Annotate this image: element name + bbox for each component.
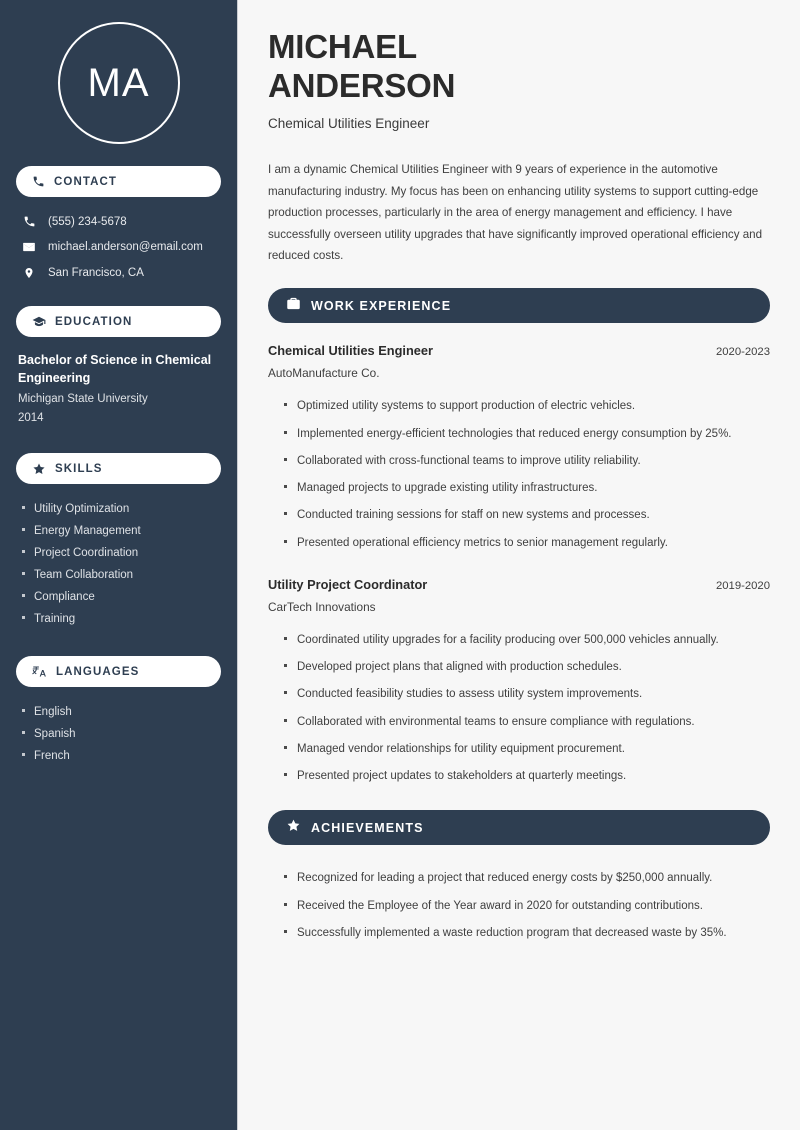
achievements-heading-label: ACHIEVEMENTS [311,820,424,835]
list-item [284,502,770,529]
star-icon [32,462,46,476]
bullet-text: Presented operational efficiency metrics to senior management regularly. [297,536,668,549]
bullet-icon [284,903,287,906]
experience-dates: 2020-2023 [715,346,770,359]
education-school: Michigan State University [18,393,148,406]
experience-role: Chemical Utilities Engineer [268,343,433,359]
first-name: MICHAEL [268,28,417,65]
bullet-icon [284,403,287,406]
professional-summary: I am a dynamic Chemical Utilities Engineer with 9 years of experience in the automotive manufacturing industry. My focus has been on enhancing utility systems to support cutting-edge production processes, particularly in the area of energy management and efficiency. I have successfully overseen utility upgrades that have significantly improved operational efficiency and reduced costs. [268,163,763,262]
star-icon [286,818,301,838]
bullet-text: Conducted training sessions for staff on new systems and processes. [297,509,650,522]
education-entry [16,351,221,427]
avatar [16,0,221,166]
graduation-cap-icon [32,315,46,329]
list-item [284,627,770,654]
list-item [284,448,770,475]
job-title: Chemical Utilities Engineer [268,116,430,132]
sidebar [0,0,238,1130]
contact-phone[interactable] [16,211,221,232]
phone-icon [32,175,45,188]
contact-email[interactable] [16,236,221,258]
list-item [284,920,770,947]
skills-heading-label: SKILLS [55,462,103,475]
main-content [238,0,800,1130]
list-item [284,654,770,681]
briefcase-icon [286,296,301,316]
list-item [284,865,770,892]
bullet-text: Implemented energy-efficient technologies that reduced energy consumption by 25%. [297,427,732,440]
list-item [284,709,770,736]
list-item [22,745,221,767]
experience-entry [268,343,770,557]
bullet-icon [22,572,25,575]
list-item [22,542,221,564]
envelope-icon [21,240,37,254]
bullet-text: Optimized utility systems to support production of electric vehicles. [297,400,636,413]
section-heading-work-experience [268,288,770,323]
list-item [22,701,221,723]
experience-header [268,577,770,592]
list-item [284,530,770,557]
translate-icon [32,665,47,678]
bullet-icon [284,930,287,933]
experience-entry [268,577,770,791]
list-item [284,681,770,708]
bullet-text: Conducted feasibility studies to assess utility system improvements. [297,688,643,701]
bullet-icon [284,431,287,434]
language-label: French [34,750,70,763]
bullet-icon [284,540,287,543]
bullet-icon [284,875,287,878]
section-heading-education [16,306,221,337]
experience-role: Utility Project Coordinator [268,576,428,592]
bullet-icon [284,485,287,488]
page-title [268,28,770,105]
bullet-icon [284,719,287,722]
contact-heading-label: CONTACT [54,175,118,188]
experience-company: CarTech Innovations [268,599,376,614]
bullet-icon [22,753,25,756]
achievements-list [268,865,770,947]
bullet-text: Collaborated with cross-functional teams to improve utility reliability. [297,454,641,467]
bullet-icon [284,664,287,667]
list-item [284,893,770,920]
list-item [22,520,221,542]
skill-label: Team Collaboration [34,569,134,582]
bullet-text: Collaborated with environmental teams to ensure compliance with regulations. [297,715,695,728]
bullet-icon [22,731,25,734]
language-label: Spanish [34,728,76,741]
bullet-icon [22,528,25,531]
bullet-text: Presented project updates to stakeholders at quarterly meetings. [297,770,627,783]
skill-label: Compliance [34,591,95,604]
contact-email-value: michael.anderson@email.com [48,241,203,253]
contact-location-value: San Francisco, CA [48,267,144,279]
bullet-text: Received the Employee of the Year award in 2020 for outstanding contributions. [297,899,703,912]
bullet-icon [284,637,287,640]
contact-list [16,211,221,284]
skill-label: Utility Optimization [34,503,130,516]
bullet-icon [284,773,287,776]
bullet-icon [22,594,25,597]
skill-label: Energy Management [34,525,141,538]
bullet-text: Coordinated utility upgrades for a facility producing over 500,000 vehicles annually. [297,633,719,646]
contact-location[interactable] [16,262,221,284]
section-heading-languages [16,656,221,687]
skills-list [16,498,221,630]
monogram-initials: MA [58,22,180,144]
list-item [284,475,770,502]
bullet-icon [284,746,287,749]
bullet-icon [284,512,287,515]
bullet-icon [22,550,25,553]
list-item [22,723,221,745]
bullet-text: Successfully implemented a waste reduction program that decreased waste by 35%. [297,926,727,939]
section-heading-contact [16,166,221,197]
list-item [284,763,770,790]
bullet-icon [284,458,287,461]
list-item [22,564,221,586]
languages-heading-label: LANGUAGES [56,665,140,678]
languages-list [16,701,221,767]
list-item [284,393,770,420]
phone-icon [21,215,37,228]
education-year: 2014 [18,411,44,424]
experience-dates: 2019-2020 [715,579,770,592]
experience-bullets [268,393,770,557]
bullet-icon [22,506,25,509]
bullet-icon [22,709,25,712]
experience-company: AutoManufacture Co. [268,366,380,381]
list-item [22,498,221,520]
section-heading-skills [16,453,221,484]
list-item [22,586,221,608]
education-heading-label: EDUCATION [55,315,133,328]
education-degree: Bachelor of Science in Chemical Engineering [18,353,212,386]
contact-phone-value: (555) 234-5678 [48,215,127,228]
location-pin-icon [21,266,37,280]
experience-header [268,343,770,358]
skill-label: Project Coordination [34,547,139,560]
bullet-text: Recognized for leading a project that reduced energy costs by $250,000 annually. [297,872,713,885]
list-item [22,608,221,630]
bullet-icon [22,616,25,619]
bullet-text: Managed vendor relationships for utility equipment procurement. [297,742,625,755]
bullet-icon [284,691,287,694]
skill-label: Training [34,613,76,626]
section-heading-achievements [268,810,770,845]
experience-bullets [268,627,770,791]
work-experience-heading-label: WORK EXPERIENCE [311,298,452,313]
bullet-text: Developed project plans that aligned with production schedules. [297,661,622,674]
list-item [284,421,770,448]
language-label: English [34,706,72,719]
list-item [284,736,770,763]
last-name: ANDERSON [268,66,456,104]
bullet-text: Managed projects to upgrade existing utility infrastructures. [297,482,598,495]
